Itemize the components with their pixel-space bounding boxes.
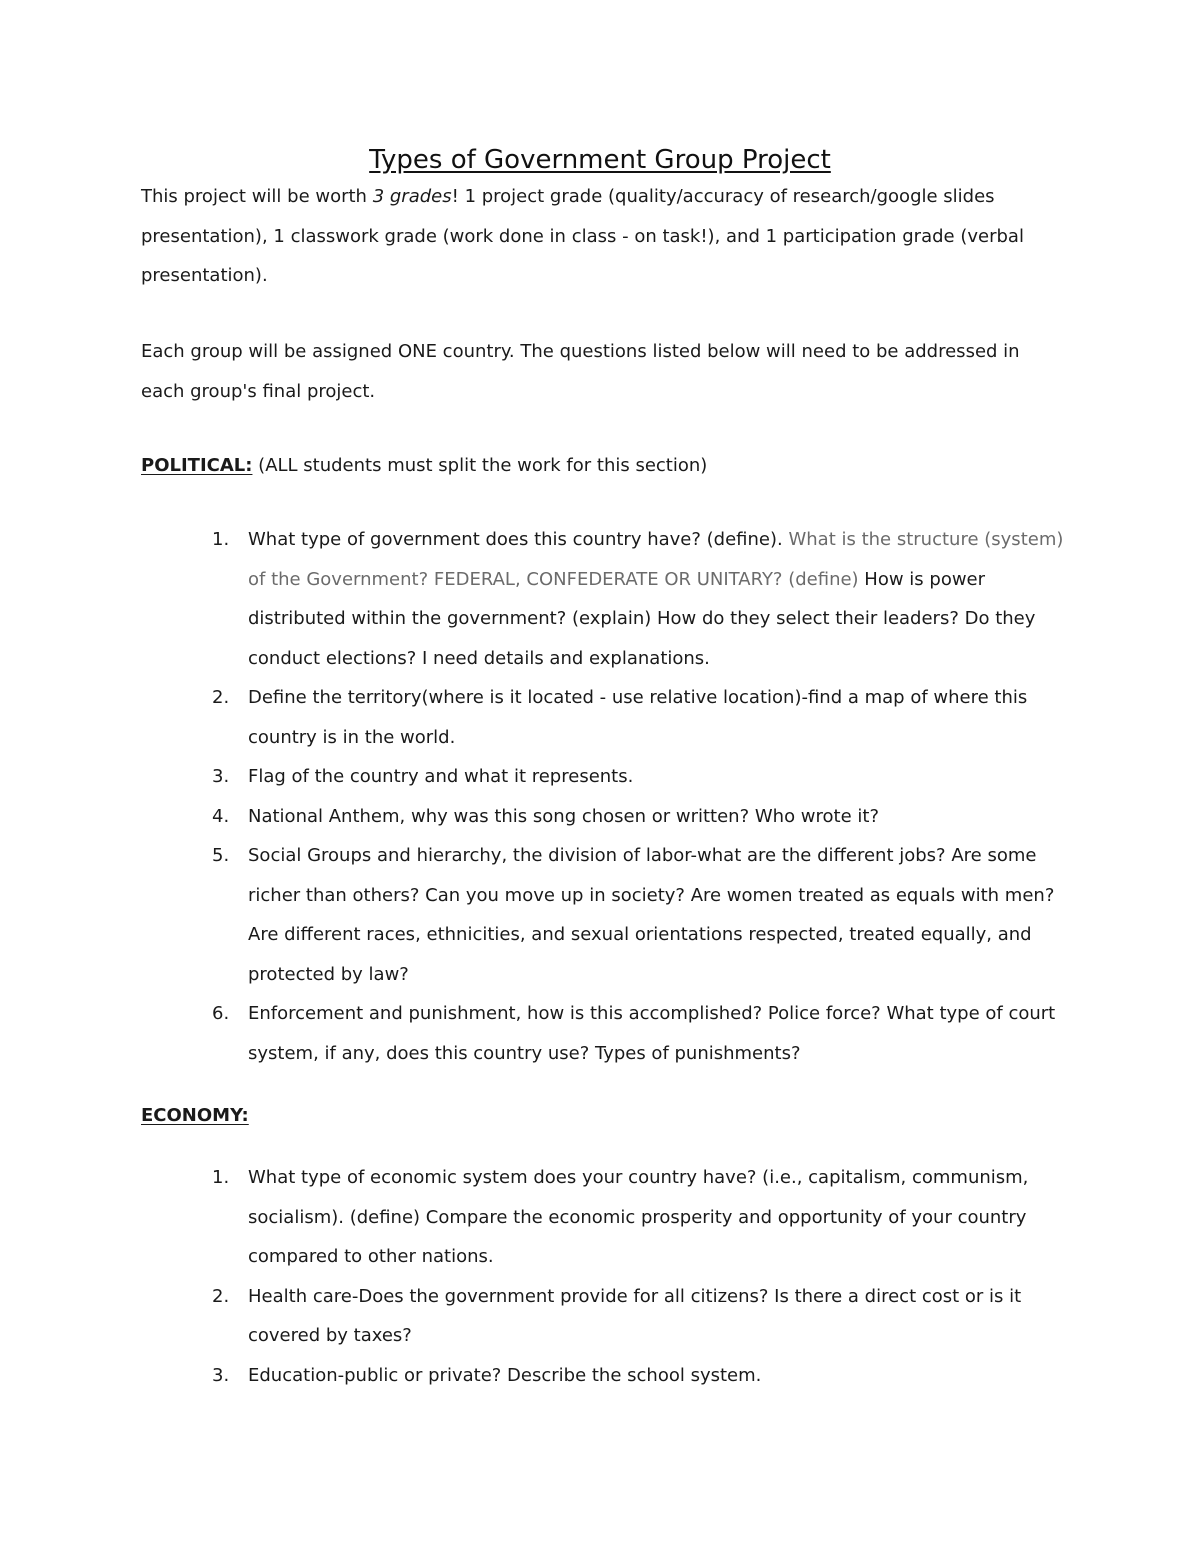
list-item (0, 678, 1200, 757)
list-item (0, 797, 1200, 837)
document-title: Types of Government Group Project (369, 145, 831, 175)
item-number: 2. (212, 1285, 230, 1307)
item-text: Health care-Does the government provide for all citizens? Is there a direct cost or is it covered by taxes? (248, 1285, 1022, 1346)
list-item (0, 994, 1200, 1073)
intro-text-end: ! 1 project grade (quality/accuracy of research/google slides presentation), 1 classwork grade (work done in class - on task!), and 1 participation grade (verbal presentation). (141, 186, 1024, 286)
item-text: Education-public or private? Describe the school system. (248, 1364, 762, 1386)
item-text: What type of economic system does your country have? (i.e., capitalism, communism, socialism). (define) Compare the economic prosperity and opportunity of your country compared to other nations. (248, 1167, 1029, 1267)
item-number: 3. (212, 1364, 230, 1386)
list-item (0, 757, 1200, 797)
intro-grades-emphasis: 3 grades (372, 186, 452, 207)
list-item (0, 1356, 1200, 1396)
assignment-paragraph: Each group will be assigned ONE country. The questions listed below will need to be addressed in each group's final project. (141, 341, 1020, 402)
political-note: (ALL students must split the work for this section) (252, 455, 708, 476)
item-text: Flag of the country and what it represents. (248, 766, 634, 787)
economy-question-list (0, 1158, 1200, 1395)
list-item (0, 1158, 1200, 1277)
item-number: 2. (212, 687, 230, 708)
item-text-continued: How is power distributed within the government? (explain) How do they select their leaders? Do they conduct elections? I need details and explanations. (248, 568, 1036, 669)
item-number: 3. (212, 766, 230, 787)
item-text: Social Groups and hierarchy, the division of labor-what are the different jobs? Are some richer than others? Can you move up in society? Are women treated as equals with men? Are different races, ethnicities, and sexual orientations respected, treated equally, and protected by law? (248, 845, 1055, 985)
item-text-gray: What is the structure (system) of the Government? FEDERAL, CONFEDERATE OR UNITARY? (define) (248, 529, 1064, 590)
item-text: What type of government does this country have? (define). (248, 529, 783, 550)
item-text: Enforcement and punishment, how is this accomplished? Police force? What type of court system, if any, does this country use? Types of punishments? (248, 1003, 1056, 1064)
intro-paragraph (141, 177, 1041, 296)
item-text: National Anthem, why was this song chosen or written? Who wrote it? (248, 805, 880, 827)
item-number: 6. (212, 1003, 230, 1024)
political-question-list (0, 520, 1200, 1073)
list-item (0, 520, 1200, 678)
item-number: 4. (212, 805, 230, 827)
item-text: Define the territory(where is it located - use relative location)-find a map of where this country is in the world. (248, 687, 1028, 748)
item-number: 1. (212, 529, 230, 550)
item-number: 1. (212, 1167, 230, 1188)
political-label: POLITICAL: (141, 455, 253, 476)
economy-label: ECONOMY: (141, 1105, 249, 1126)
item-number: 5. (212, 845, 230, 866)
political-heading (141, 446, 707, 486)
list-item (0, 1277, 1200, 1356)
list-item (0, 836, 1200, 994)
economy-heading (141, 1096, 249, 1136)
intro-text-start: This project will be worth (141, 186, 373, 207)
